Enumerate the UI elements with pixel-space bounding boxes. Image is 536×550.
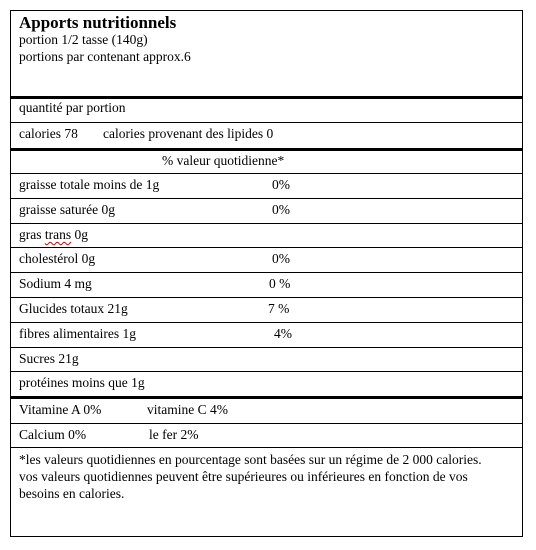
sodium-label: Sodium 4 mg <box>19 276 92 291</box>
saturated-fat-dv: 0% <box>272 202 290 217</box>
amount-per-serving: quantité par portion <box>19 100 126 115</box>
servings-per-container: portions par contenant approx.6 <box>19 49 191 64</box>
cholesterol-label: cholestérol 0g <box>19 251 96 266</box>
divider <box>11 173 522 174</box>
cholesterol-dv: 0% <box>272 251 290 266</box>
divider <box>11 223 522 224</box>
sugars-label: Sucres 21g <box>19 351 79 366</box>
trans-fat-prefix: gras <box>19 227 45 242</box>
vitamin-a: Vitamine A 0% <box>19 402 102 417</box>
calories: calories 78 <box>19 126 78 141</box>
trans-fat-word: trans <box>44 227 72 242</box>
trans-fat-label <box>19 227 88 243</box>
calories-from-fat: calories provenant des lipides 0 <box>103 126 274 141</box>
sodium-dv: 0 % <box>269 276 291 291</box>
divider <box>11 322 522 323</box>
protein-label: protéines moins que 1g <box>19 375 145 390</box>
iron: le fer 2% <box>149 427 199 442</box>
saturated-fat-label: graisse saturée 0g <box>19 202 115 217</box>
divider <box>11 371 522 372</box>
serving-size: portion 1/2 tasse (140g) <box>19 32 148 47</box>
fiber-dv: 4% <box>274 326 292 341</box>
divider <box>11 272 522 273</box>
daily-value-header: % valeur quotidienne* <box>162 153 285 168</box>
vitamin-c: vitamine C 4% <box>147 402 228 417</box>
nutrition-facts-label <box>10 10 523 537</box>
carbohydrates-label: Glucides totaux 21g <box>19 301 128 316</box>
divider <box>11 447 522 448</box>
divider-thick <box>11 96 522 99</box>
carbohydrates-dv: 7 % <box>268 301 290 316</box>
total-fat-dv: 0% <box>272 177 290 192</box>
divider <box>11 423 522 424</box>
footnote: *les valeurs quotidiennes en pourcentage sont basées sur un régime de 2 000 calories. vos valeurs quotidiennes peuvent être supérieures ou inférieures en fonction de vos besoins en calories. <box>19 452 482 501</box>
divider-thick <box>11 396 522 399</box>
divider-thick <box>11 148 522 151</box>
calcium: Calcium 0% <box>19 427 87 442</box>
divider <box>11 198 522 199</box>
divider <box>11 347 522 348</box>
divider <box>11 247 522 248</box>
label-title: Apports nutritionnels <box>19 13 177 32</box>
divider <box>11 122 522 123</box>
total-fat-label: graisse totale moins de 1g <box>19 177 160 192</box>
trans-fat-amount: 0g <box>71 227 88 242</box>
divider <box>11 297 522 298</box>
fiber-label: fibres alimentaires 1g <box>19 326 136 341</box>
